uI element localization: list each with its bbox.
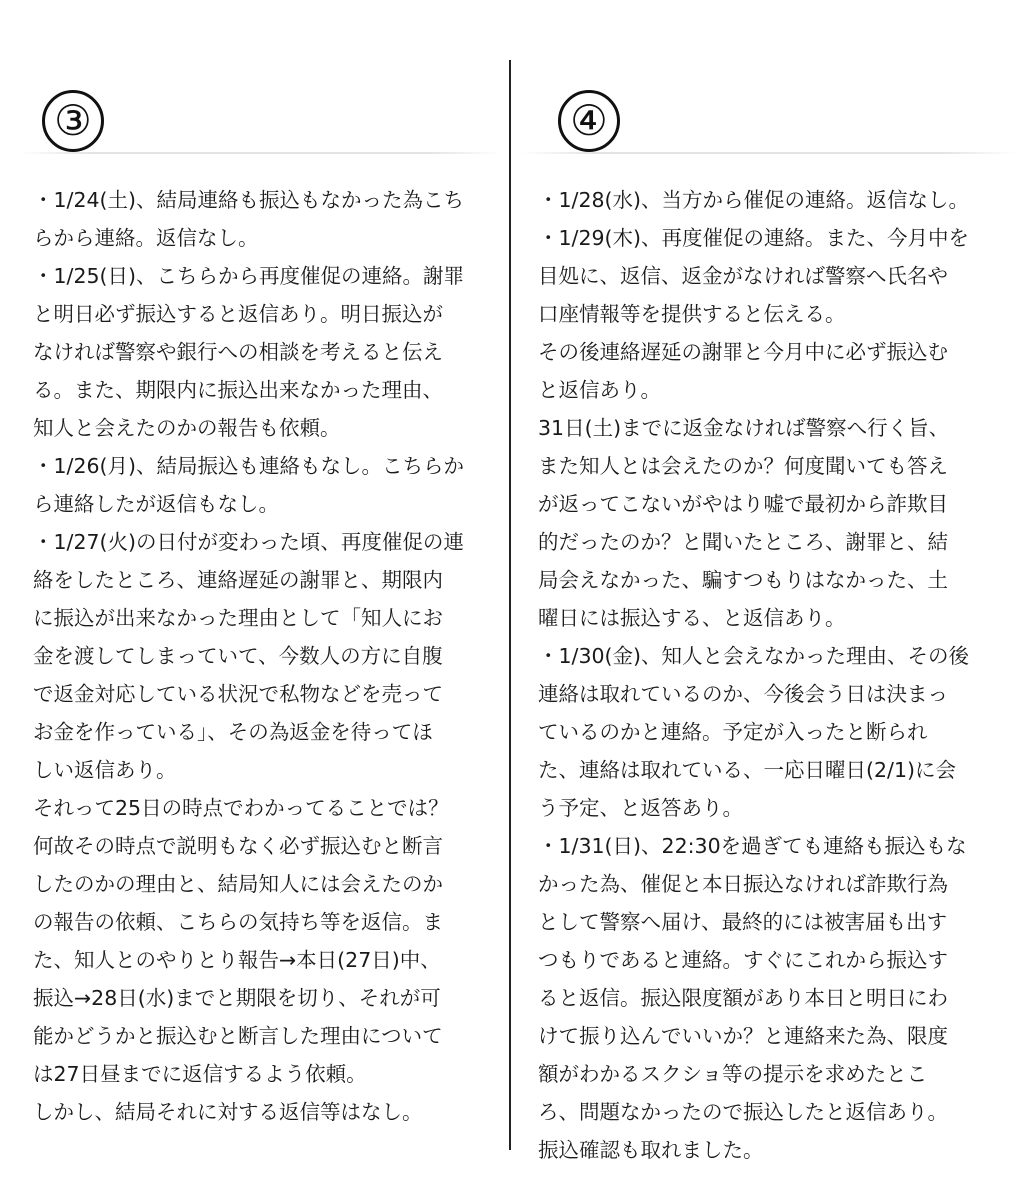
text-line: 額がわかるスクショ等の提示を求めたとこ (538, 1062, 928, 1086)
text-line: かった為、催促と本日振込なければ詐欺行為 (538, 872, 948, 896)
text-line: 目処に、返信、返金がなければ警察へ氏名や (538, 264, 948, 288)
text-line: また知人とは会えたのか？何度聞いても答え (538, 454, 948, 478)
text-line: それって25日の時点でわかってることでは？ (33, 796, 449, 820)
text-line: 何故その時点で説明もなく必ず振込むと断言 (33, 834, 443, 858)
text-line: る。また、期限内に振込出来なかった理由、 (33, 378, 443, 402)
column-divider (509, 60, 511, 1150)
text-line: したのかの理由と、結局知人には会えたのか (33, 872, 443, 896)
text-line: 絡をしたところ、連絡遅延の謝罪と、期限内 (33, 568, 443, 592)
text-line: ろ、問題なかったので振込したと返信あり。 (538, 1100, 948, 1124)
text-line: 知人と会えたのかの報告も依頼。 (33, 416, 341, 440)
text-line: ているのかと連絡。予定が入ったと断られ (538, 720, 928, 744)
text-line: 口座情報等を提供すると伝える。 (538, 302, 846, 326)
text-line: た、連絡は取れている、一応日曜日(2/1)に会 (538, 758, 956, 782)
text-line: の報告の依頼、こちらの気持ち等を返信。ま (33, 910, 443, 934)
text-line: 局会えなかった、騙すつもりはなかった、土 (538, 568, 948, 592)
section-number-badge: ④ (558, 90, 620, 152)
text-line: なければ警察や銀行への相談を考えると伝え (33, 340, 443, 364)
text-line: と返信あり。 (538, 378, 661, 402)
text-line: ・1/27(火)の日付が変わった頃、再度催促の連 (33, 530, 464, 554)
text-line: た、知人とのやりとり報告→本日(27日)中、 (33, 948, 441, 972)
text-line: ・1/28(水)、当方から催促の連絡。返信なし。 (538, 188, 970, 212)
text-line: ・1/29(木)、再度催促の連絡。また、今月中を (538, 226, 970, 250)
text-line: お金を作っている」、その為返金を待ってほ (33, 720, 433, 744)
text-line: 能かどうかと振込むと断言した理由について (33, 1024, 443, 1048)
text-line: ると返信。振込限度額があり本日と明日にわ (538, 986, 948, 1010)
text-line: として警察へ届け、最終的には被害届も出す (538, 910, 948, 934)
text-line: けて振り込んでいいか？と連絡来た為、限度 (538, 1024, 948, 1048)
header-separator (20, 152, 500, 154)
text-line: は27日昼までに返信するよう依頼。 (33, 1062, 367, 1086)
text-line: に振込が出来なかった理由として「知人にお (33, 606, 443, 630)
section-3-body (33, 181, 464, 1131)
text-line: ら連絡したが返信もなし。 (33, 492, 279, 516)
text-line: その後連絡遅延の謝罪と今月中に必ず振込む (538, 340, 948, 364)
text-line: ・1/31(日)、22:30を過ぎても連絡も振込もな (538, 834, 967, 858)
text-line: と明日必ず振込すると返信あり。明日振込が (33, 302, 443, 326)
text-line: 的だったのか？と聞いたところ、謝罪と、結 (538, 530, 948, 554)
text-line: 31日(土)までに返金なければ警察へ行く旨、 (538, 416, 950, 440)
text-line: らから連絡。返信なし。 (33, 226, 259, 250)
text-line: 金を渡してしまっていて、今数人の方に自腹 (33, 644, 443, 668)
section-4-body (538, 181, 969, 1169)
text-line: ・1/25(日)、こちらから再度催促の連絡。謝罪 (33, 264, 465, 288)
section-number-badge: ③ (42, 90, 104, 152)
text-line: 連絡は取れているのか、今後会う日は決まっ (538, 682, 948, 706)
text-line: う予定、と返答あり。 (538, 796, 743, 820)
text-line: 曜日には振込する、と返信あり。 (538, 606, 846, 630)
text-line: で返金対応している状況で私物などを売って (33, 682, 443, 706)
text-line: ・1/24(土)、結局連絡も振込もなかった為こち (33, 188, 465, 212)
text-line: 振込→28日(水)までと期限を切り、それが可 (33, 986, 441, 1010)
text-line: 振込確認も取れました。 (538, 1138, 764, 1162)
text-line: しかし、結局それに対する返信等はなし。 (33, 1100, 423, 1124)
text-line: つもりであると連絡。すぐにこれから振込す (538, 948, 948, 972)
text-line: ・1/30(金)、知人と会えなかった理由、その後 (538, 644, 970, 668)
text-line: しい返信あり。 (33, 758, 177, 782)
text-line: が返ってこないがやはり嘘で最初から詐欺目 (538, 492, 948, 516)
text-line: ・1/26(月)、結局振込も連絡もなし。こちらか (33, 454, 465, 478)
header-separator (521, 152, 1016, 154)
